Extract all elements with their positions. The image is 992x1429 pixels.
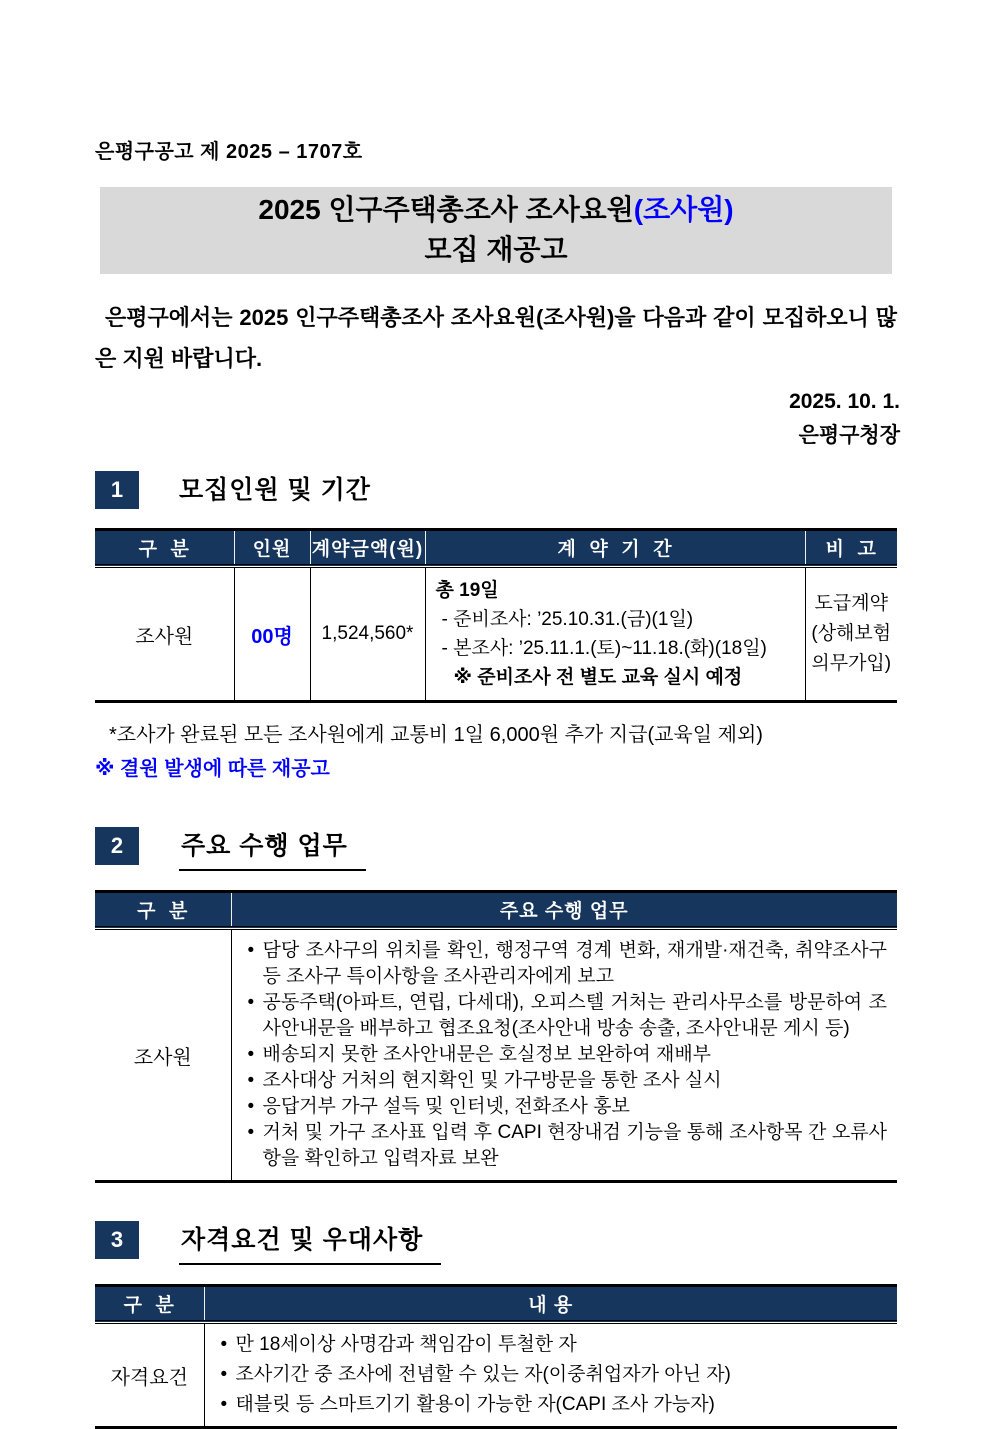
- footnote-transport-allowance: *조사가 완료된 모든 조사원에게 교통비 1일 6,000원 추가 지급(교육일 제외): [109, 724, 763, 746]
- cell-amount: 1,524,560*: [310, 566, 425, 702]
- list-item: • 태블릿 등 스마트기기 활용이 가능한 자(CAPI 조사 가능자): [219, 1390, 888, 1420]
- col-header-duties: 주요 수행 업무: [231, 892, 897, 929]
- section3-header: [95, 1221, 992, 1265]
- list-item: • 거처 및 가구 조사표 입력 후 CAPI 현장내검 기능을 통해 조사항목 간 오류사항을 확인하고 입력자료 보완: [246, 1120, 888, 1172]
- section3-number-badge: 3: [95, 1221, 139, 1259]
- cell-remark: [805, 566, 897, 702]
- col-header-content: 내 용: [204, 1286, 897, 1323]
- notice-number: 은평구공고 제 2025 – 1707호: [95, 141, 363, 163]
- col-header-remark: 비 고: [805, 530, 897, 567]
- title-highlight-text: (조사원): [633, 194, 734, 225]
- recruitment-table: [95, 528, 897, 703]
- cell-period: [425, 566, 805, 702]
- section3-title: 자격요건 및 우대사항: [179, 1221, 441, 1265]
- col-header-category: 구 분: [95, 892, 231, 929]
- list-item: • 응답거부 가구 설득 및 인터넷, 전화조사 홍보: [246, 1094, 888, 1120]
- table-row: [95, 928, 897, 1182]
- cell-category: 조사원: [95, 566, 234, 702]
- period-item: - 본조사: ’25.11.1.(토)~11.18.(화)(18일): [441, 638, 767, 659]
- announcement-date: 2025. 10. 1.: [789, 390, 900, 413]
- duties-table: [95, 890, 897, 1183]
- qualifications-list: [219, 1330, 888, 1420]
- col-header-amount: 계약금액(원): [310, 530, 425, 567]
- list-item: • 담당 조사구의 위치를 확인, 행정구역 경계 변화, 재개발·재건축, 취약조사구 등 조사구 특이사항을 조사관리자에게 보고: [246, 938, 888, 990]
- qualifications-table-header-row: [95, 1286, 897, 1323]
- section1-header: [95, 471, 992, 509]
- period-note: ※ 준비조사 전 별도 교육 실시 예정: [453, 667, 743, 688]
- col-header-period: 계 약 기 간: [425, 530, 805, 567]
- section2-title: 주요 수행 업무: [179, 827, 366, 871]
- section2-header: [95, 827, 992, 871]
- section2-number-badge: 2: [95, 827, 139, 865]
- title-main-text: 2025 인구주택총조사 조사요원: [258, 194, 634, 225]
- section1-number-badge: 1: [95, 471, 139, 509]
- footnote-reannouncement: ※ 결원 발생에 따른 재공고: [95, 758, 330, 780]
- cell-count: 00명: [234, 566, 310, 702]
- list-item: • 조사대상 거처의 현지확인 및 가구방문을 통한 조사 실시: [246, 1068, 888, 1094]
- cell-category: 조사원: [95, 928, 231, 1182]
- period-item-list: [436, 605, 799, 663]
- list-item: • 만 18세이상 사명감과 책임감이 투철한 자: [219, 1330, 888, 1360]
- remark-line: 의무가입): [811, 653, 892, 674]
- list-item: • 조사기간 중 조사에 전념할 수 있는 자(이중취업자가 아닌 자): [219, 1360, 888, 1390]
- intro-paragraph: 은평구에서는 2025 인구주택총조사 조사요원(조사원)을 다음과 같이 모집하오니 많은 지원 바랍니다.: [95, 305, 897, 371]
- title-banner: [100, 187, 892, 274]
- cell-content: [204, 1322, 897, 1428]
- col-header-category: 구 분: [95, 530, 234, 567]
- date-signer-block: [0, 385, 900, 453]
- remark-line: (상해보험: [811, 623, 892, 644]
- duties-table-header-row: [95, 892, 897, 929]
- qualifications-table: [95, 1284, 897, 1429]
- remark-line: 도급계약: [814, 593, 888, 614]
- title-line2: 모집 재공고: [424, 234, 568, 265]
- cell-category: 자격요건: [95, 1322, 204, 1428]
- remark-line-list: [807, 589, 897, 679]
- section1-title: 모집인원 및 기간: [179, 476, 371, 504]
- signer-title: 은평구청장: [798, 424, 900, 447]
- duties-list: [246, 938, 888, 1172]
- col-header-count: 인원: [234, 530, 310, 567]
- col-header-category: 구 분: [95, 1286, 204, 1323]
- period-total-days: 총 19일: [435, 580, 499, 601]
- list-item: • 배송되지 못한 조사안내문은 호실정보 보완하여 재배부: [246, 1042, 888, 1068]
- title-line1: [100, 190, 892, 230]
- list-item: • 공동주택(아파트, 연립, 다세대), 오피스텔 거처는 관리사무소를 방문하여 조사안내문을 배부하고 협조요청(조사안내 방송 송출, 조사안내문 게시 등): [246, 990, 888, 1042]
- table-row: [95, 1322, 897, 1428]
- recruitment-table-header-row: [95, 530, 897, 567]
- cell-duties: [231, 928, 897, 1182]
- period-item: - 준비조사: ’25.10.31.(금)(1일): [441, 609, 694, 630]
- table-row: [95, 566, 897, 702]
